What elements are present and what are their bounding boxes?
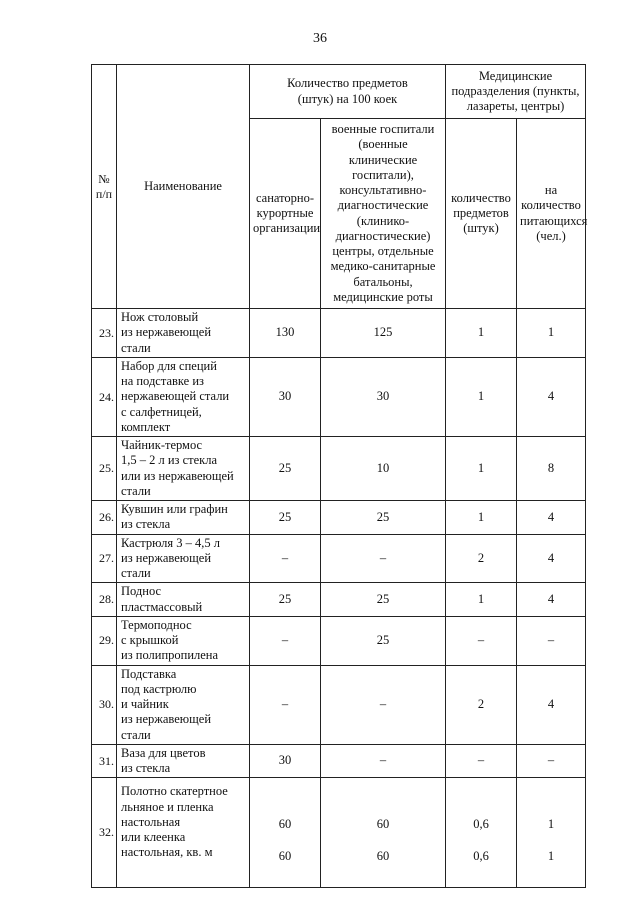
table-row [92, 437, 586, 501]
qty-people-value: 4 [517, 583, 586, 617]
hospitals-value: 60 [376, 848, 390, 863]
header-qty-people: на количество питающихся (чел.) [517, 119, 586, 309]
hospitals-value: 25 [321, 501, 446, 535]
header-number: № п/п [92, 65, 117, 309]
qty-items-value: – [446, 744, 517, 778]
hospitals-value: – [321, 744, 446, 778]
hospitals-value: – [321, 665, 446, 744]
table-row [92, 744, 586, 778]
sanatorium-value: – [250, 534, 321, 583]
header-qty-items: количество предметов (штук) [446, 119, 517, 309]
item-name: Полотно скатертное льняное и пленка настольная или клеенка настольная, кв. м [117, 778, 250, 888]
sanatorium-value: 30 [250, 357, 321, 436]
row-number: 31. [92, 744, 117, 778]
sanatorium-value: 25 [250, 501, 321, 535]
header-medical-units: Медицинские подразделения (пункты, лазареты, центры) [446, 65, 586, 119]
sanatorium-value: – [250, 665, 321, 744]
qty-items-value: 2 [446, 534, 517, 583]
row-number: 30. [92, 665, 117, 744]
qty-items-value: 0,6 [473, 848, 489, 863]
hospitals-value: 30 [321, 357, 446, 436]
qty-people-value: 4 [517, 534, 586, 583]
item-name: Термоподнос с крышкой из полипропилена [117, 616, 250, 665]
hospitals-value: 25 [321, 583, 446, 617]
row-number: 26. [92, 501, 117, 535]
qty-people-values [517, 778, 586, 888]
row-number: 29. [92, 616, 117, 665]
row-number: 27. [92, 534, 117, 583]
hospitals-value: 10 [321, 437, 446, 501]
norms-table [91, 64, 586, 888]
sanatorium-value: – [250, 616, 321, 665]
item-name: Чайник-термос 1,5 – 2 л из стекла или из нержавеющей стали [117, 437, 250, 501]
item-name: Кувшин или графин из стекла [117, 501, 250, 535]
qty-items-value: 1 [446, 583, 517, 617]
qty-items-value: 1 [446, 309, 517, 358]
sanatorium-value: 130 [250, 309, 321, 358]
row-number: 24. [92, 357, 117, 436]
qty-items-value: 1 [446, 437, 517, 501]
hospitals-values [321, 778, 446, 888]
table-row [92, 534, 586, 583]
item-name: Набор для специй на подставке из нержавеющей стали с салфетницей, комплект [117, 357, 250, 436]
qty-items-value: 1 [446, 501, 517, 535]
table-row [92, 501, 586, 535]
qty-people-value: 4 [517, 665, 586, 744]
table-row [92, 583, 586, 617]
header-sanatorium: санаторно- курортные организации [250, 119, 321, 309]
qty-items-values [446, 778, 517, 888]
qty-people-value: 1 [547, 816, 555, 831]
header-items-per-100-beds: Количество предметов (штук) на 100 коек [250, 65, 446, 119]
header-name: Наименование [117, 65, 250, 309]
table-row [92, 778, 586, 888]
sanatorium-value: 25 [250, 437, 321, 501]
table-row [92, 665, 586, 744]
qty-items-value: – [446, 616, 517, 665]
table-row [92, 309, 586, 358]
header-hospitals: военные госпитали (военные клинические госпитали), консультативно- диагностические (клинико- диагностические) центры, отдельные медико-санитарные батальоны, медицинские роты [321, 119, 446, 309]
sanatorium-values [250, 778, 321, 888]
item-name: Подставка под кастрюлю и чайник из нержавеющей стали [117, 665, 250, 744]
page-number: 36 [313, 31, 327, 46]
item-name: Ваза для цветов из стекла [117, 744, 250, 778]
table-row [92, 357, 586, 436]
qty-items-value: 0,6 [473, 816, 489, 831]
qty-items-value: 1 [446, 357, 517, 436]
qty-people-value: 1 [547, 848, 555, 863]
qty-people-value: – [517, 744, 586, 778]
qty-people-value: 8 [517, 437, 586, 501]
qty-items-value: 2 [446, 665, 517, 744]
sanatorium-value: 60 [278, 816, 292, 831]
item-name: Нож столовый из нержавеющей стали [117, 309, 250, 358]
table-row [92, 616, 586, 665]
hospitals-value: – [321, 534, 446, 583]
qty-people-value: 4 [517, 357, 586, 436]
row-number: 23. [92, 309, 117, 358]
qty-people-value: – [517, 616, 586, 665]
row-number: 25. [92, 437, 117, 501]
sanatorium-value: 60 [278, 848, 292, 863]
hospitals-value: 60 [376, 816, 390, 831]
row-number: 28. [92, 583, 117, 617]
qty-people-value: 4 [517, 501, 586, 535]
item-name: Поднос пластмассовый [117, 583, 250, 617]
row-number: 32. [92, 778, 117, 888]
sanatorium-value: 30 [250, 744, 321, 778]
qty-people-value: 1 [517, 309, 586, 358]
sanatorium-value: 25 [250, 583, 321, 617]
item-name: Кастрюля 3 – 4,5 л из нержавеющей стали [117, 534, 250, 583]
table-body [92, 309, 586, 888]
hospitals-value: 25 [321, 616, 446, 665]
hospitals-value: 125 [321, 309, 446, 358]
